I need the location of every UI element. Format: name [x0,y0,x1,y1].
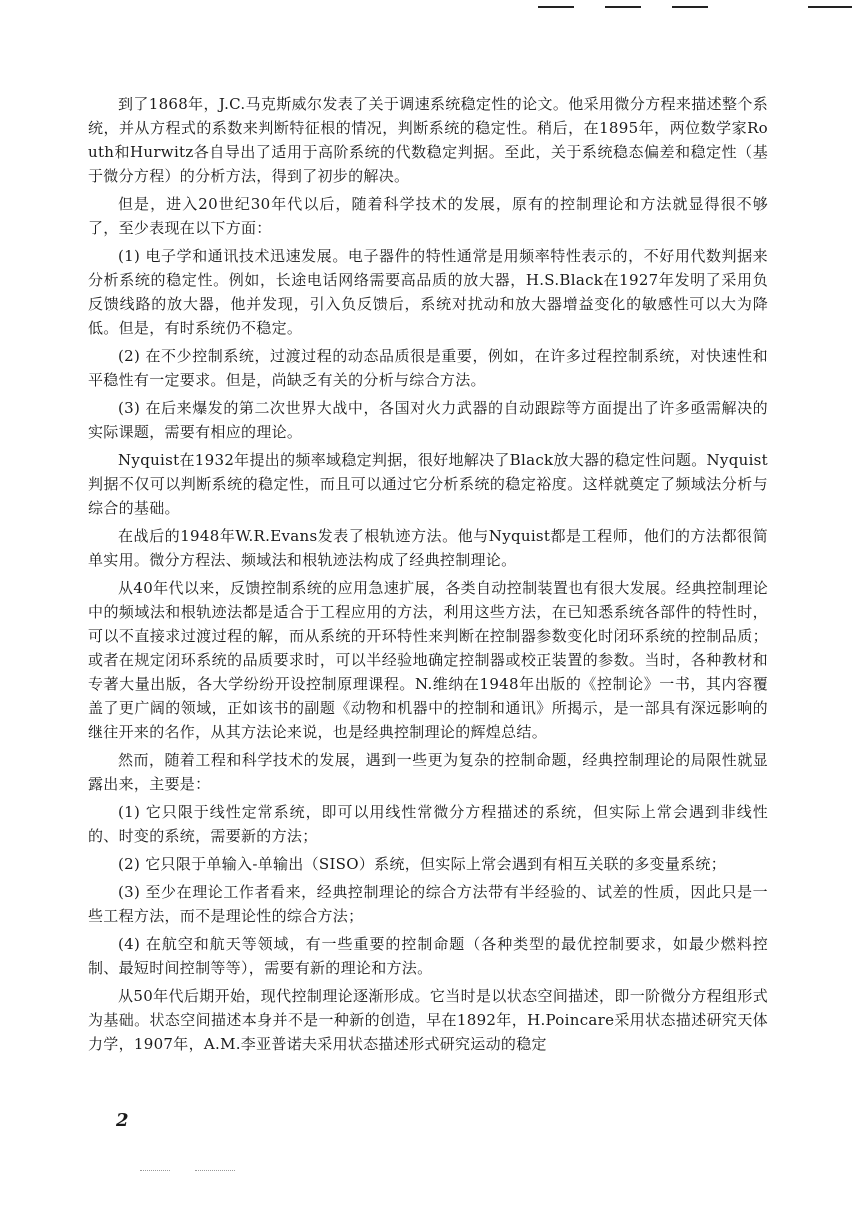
scan-artifact [140,1170,170,1172]
list-item: (3) 至少在理论工作者看来，经典控制理论的综合方法带有半经验的、试差的性质，因此只是一些工程方法，而不是理论性的综合方法； [88,883,768,925]
paragraph: 到了1868年，J.C.马克斯威尔发表了关于调速系统稳定性的论文。他采用微分方程来描述整个系统，并从方程式的系数来判断特征根的情况，判断系统的稳定性。稍后，在1895年，两位数学家Routh和Hurwitz各自导出了适用于高阶系统的代数稳定判据。至此，关于系统稳态偏差和稳定性（基于微分方程）的分析方法，得到了初步的解决。 [88,95,768,185]
paragraph: Nyquist在1932年提出的频率域稳定判据，很好地解决了Black放大器的稳定性问题。Nyquist判据不仅可以判断系统的稳定性，而且可以通过它分析系统的稳定裕度。这样就奠定了频域法分析与综合的基础。 [88,451,768,517]
page-body [88,92,768,1060]
paragraph: 在战后的1948年W.R.Evans发表了根轨迹方法。他与Nyquist都是工程师，他们的方法都很简单实用。微分方程法、频域法和根轨迹法构成了经典控制理论。 [88,527,768,569]
header-rule-4 [808,6,852,8]
header-rule-2 [605,6,641,8]
paragraph: 然而，随着工程和科学技术的发展，遇到一些更为复杂的控制命题，经典控制理论的局限性就显露出来，主要是： [88,751,768,793]
scan-artifact [195,1170,235,1172]
header-rule-3 [672,6,708,8]
list-item: (4) 在航空和航天等领域，有一些重要的控制命题（各种类型的最优控制要求，如最少燃料控制、最短时间控制等等），需要有新的理论和方法。 [88,935,768,977]
page-number: 2 [116,1110,129,1131]
list-item: (2) 在不少控制系统，过渡过程的动态品质很是重要，例如，在许多过程控制系统，对快速性和平稳性有一定要求。但是，尚缺乏有关的分析与综合方法。 [88,347,768,389]
list-item: (2) 它只限于单输入-单输出（SISO）系统，但实际上常会遇到有相互关联的多变量系统； [118,855,727,873]
list-item: (1) 它只限于线性定常系统，即可以用线性常微分方程描述的系统，但实际上常会遇到非线性的、时变的系统，需要新的方法； [88,803,768,845]
paragraph: 从40年代以来，反馈控制系统的应用急速扩展，各类自动控制装置也有很大发展。经典控制理论中的频域法和根轨迹法都是适合于工程应用的方法，利用这些方法，在已知悉系统各部件的特性时，可以不直接求过渡过程的解，而从系统的开环特性来判断在控制器参数变化时闭环系统的控制品质；或者在规定闭环系统的品质要求时，可以半经验地确定控制器或校正装置的参数。当时，各种教材和专著大量出版，各大学纷纷开设控制原理课程。N.维纳在1948年出版的《控制论》一书，其内容覆盖了更广阔的领域，正如该书的副题《动物和机器中的控制和通讯》所揭示，是一部具有深远影响的继往开来的名作，从其方法论来说，也是经典控制理论的辉煌总结。 [88,579,768,741]
list-item: (3) 在后来爆发的第二次世界大战中，各国对火力武器的自动跟踪等方面提出了许多亟需解决的实际课题，需要有相应的理论。 [88,399,768,441]
paragraph: 但是，进入20世纪30年代以后，随着科学技术的发展，原有的控制理论和方法就显得很不够了，至少表现在以下方面： [88,195,768,237]
paragraph: 从50年代后期开始，现代控制理论逐渐形成。它当时是以状态空间描述，即一阶微分方程组形式为基础。状态空间描述本身并不是一种新的创造，早在1892年，H.Poincare采用状态描述研究天体力学，1907年，A.M.李亚普诺夫采用状态描述形式研究运动的稳定 [88,987,768,1053]
list-item: (1) 电子学和通讯技术迅速发展。电子器件的特性通常是用频率特性表示的，不好用代数判据来分析系统的稳定性。例如，长途电话网络需要高品质的放大器，H.S.Black在1927年发明了采用负反馈线路的放大器，他并发现，引入负反馈后，系统对扰动和放大器增益变化的敏感性可以大为降低。但是，有时系统仍不稳定。 [88,247,768,337]
header-rule-1 [538,6,574,8]
